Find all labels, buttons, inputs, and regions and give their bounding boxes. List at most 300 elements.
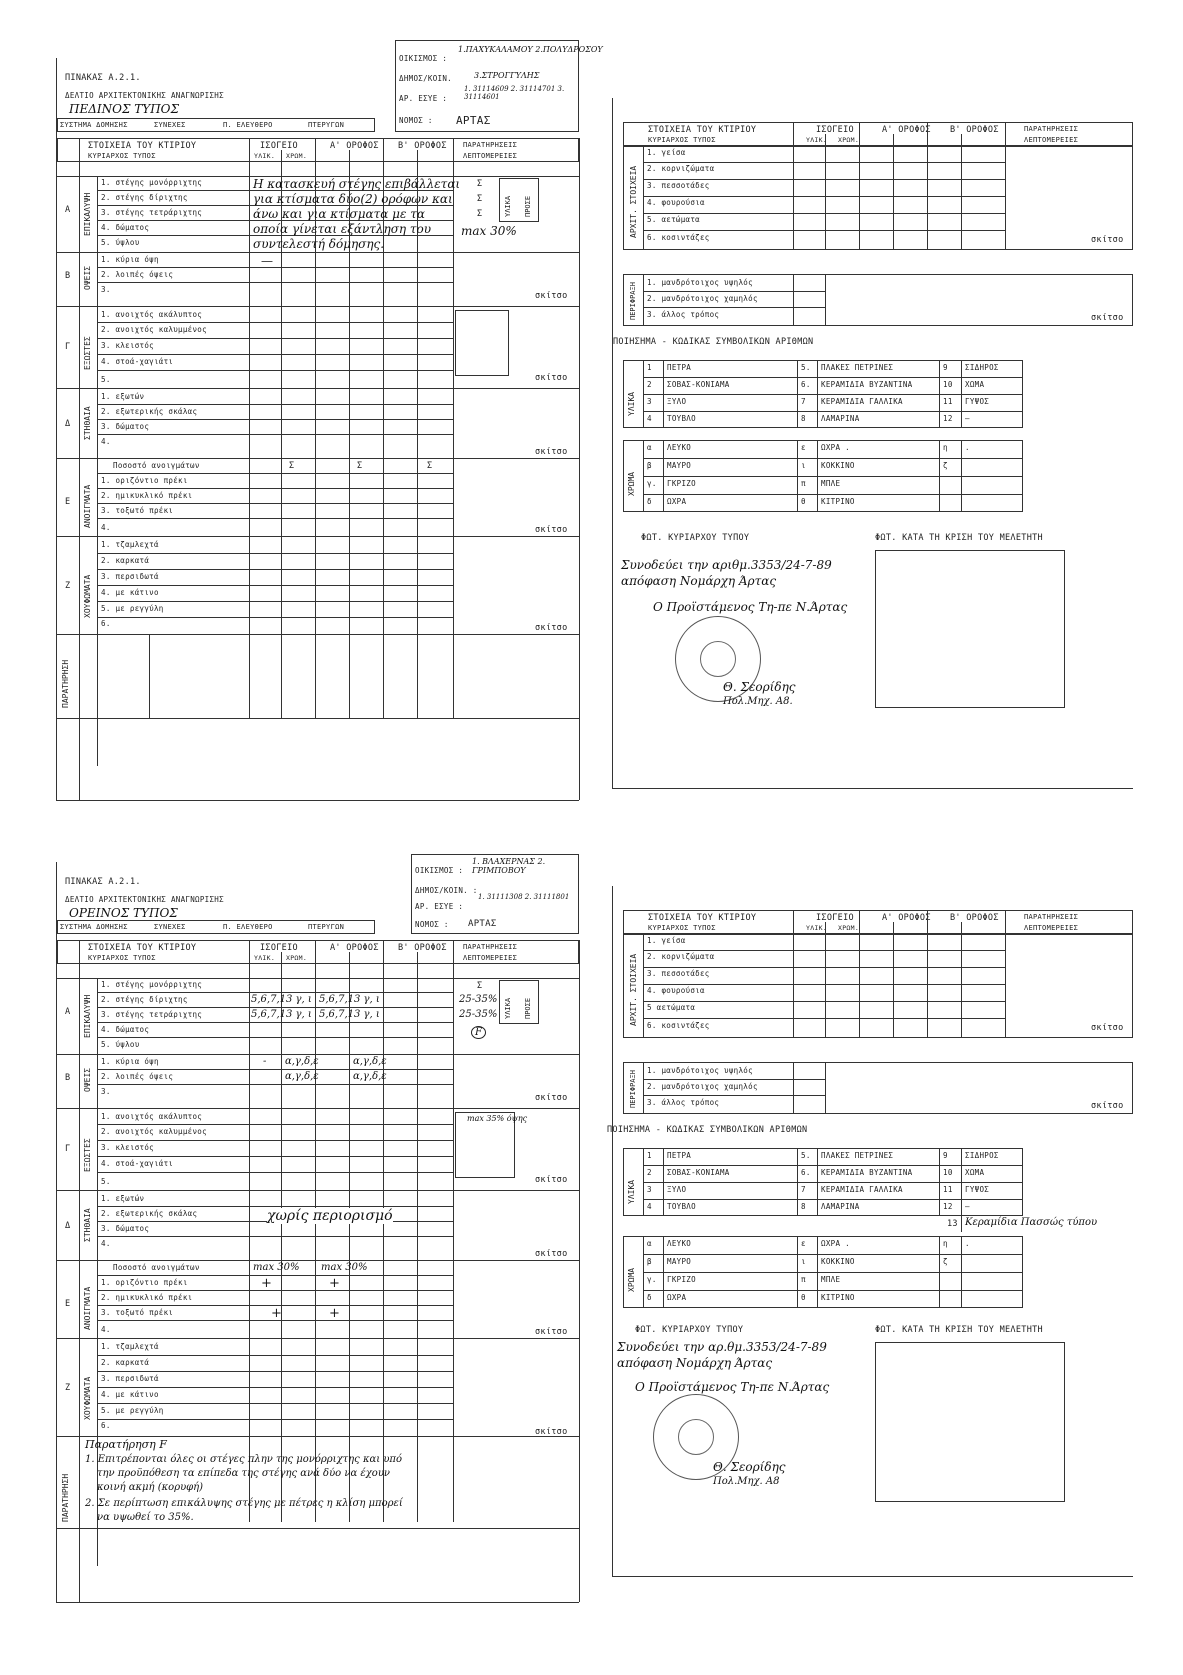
side-label-pros: ΠΡΟΣΕ <box>524 997 532 1019</box>
system-tabs <box>57 920 375 934</box>
fence-item-3: 3. άλλος τρόπος <box>647 310 720 319</box>
colors-cell: δ <box>647 1293 652 1302</box>
esye-value: 1. 31111308 2. 31111801 <box>478 893 570 901</box>
section-c-letter: Γ <box>65 342 71 352</box>
esye-label: ΑΡ. ΕΣΥΕ : <box>399 94 448 103</box>
col-color: ΧΡΩΜ. <box>838 924 860 932</box>
sketch-e: σκίτσο <box>535 1327 568 1337</box>
colors-cell: β <box>647 461 652 470</box>
fence-item-2: 2. μανδρότοιχος χαμηλός <box>647 294 758 303</box>
roof-note-1: Η κατασκευή στέγης επιβάλλεται <box>253 177 461 191</box>
hw-line-1: Συνοδεύει την αρ.θμ.3353/24-7-89 <box>617 1340 827 1354</box>
colors-cell: ΚΙΤΡΙΝΟ <box>821 497 855 506</box>
materials-cell: 9 <box>943 1151 948 1160</box>
e-item-3: 3. τοξωτό πρέκι <box>101 1308 174 1317</box>
col-remarks: ΠΑΡΑΤΗΡΗΣΕΙΣ <box>1024 913 1079 921</box>
signature-2: Πολ.Μηχ. Α8 <box>713 1476 780 1487</box>
col-color: ΧΡΩΜ. <box>838 136 860 144</box>
roof-percent: max 30% <box>461 224 517 238</box>
arch-item-2: 2. κορνιζώματα <box>647 952 715 961</box>
grid-header <box>623 122 1133 146</box>
col-details: ΛΕΠΤΟΜΕΡΕΙΕΣ <box>463 152 518 160</box>
win-mark-2: Σ <box>357 461 363 471</box>
code-13: 13 <box>947 1219 958 1229</box>
remark-1b: την προϋπόθεση τα επίπεδα της στέγης ανά δύο να έχουν <box>97 1468 390 1479</box>
arch-item-4: 4. φουρούσια <box>647 986 705 995</box>
col-ground: ΙΣΟΓΕΙΟ <box>260 943 298 953</box>
parapet-note: χωρίς περιορισμό <box>267 1208 393 1224</box>
c-item-2: 2. ανοιχτός καλυμμένος <box>101 1127 207 1136</box>
materials-cell: — <box>965 1202 970 1211</box>
building-type: ΟΡΕΙΝΟΣ ΤΥΠΟΣ <box>69 906 178 920</box>
signature-2: Πολ.Μηχ. Α8. <box>723 696 793 707</box>
arch-item-6: 6. κοσιντάζες <box>647 1021 710 1030</box>
settlement-value: 1.ΠΑΧΥΚΑΛΑΜΟΥ 2.ΠΟΛΥΔΡΟΣΟΥ <box>458 45 603 54</box>
materials-cell: ΠΛΑΚΕΣ ΠΕΤΡΙΝΕΣ <box>821 1151 894 1160</box>
materials-cell: ΠΛΑΚΕΣ ΠΕΤΡΙΝΕΣ <box>821 363 894 372</box>
colors-cell: ε <box>801 443 806 452</box>
e-item-1: 1. οριζόντιο πρέκι <box>101 476 188 485</box>
colors-cell: ι <box>801 461 806 470</box>
roof-note-4: οποία γίνεται εξάντληση του <box>253 222 432 236</box>
roof-note-2: για κτίσματα δύο(2) ορόφων και <box>253 192 453 206</box>
col-details: ΛΕΠΤΟΜΕΡΕΙΕΣ <box>463 954 518 962</box>
materials-cell: 11 <box>943 397 953 406</box>
col-ground: ΙΣΟΓΕΙΟ <box>260 141 298 151</box>
settlement-label: ΟΙΚΙΣΜΟΣ : <box>415 866 464 875</box>
col-second: Β' ΟΡΟΦΟΣ <box>398 141 447 151</box>
e-item-0: Ποσοστό ανοιγμάτων <box>113 1263 200 1272</box>
arch-item-1: 1. γείσα <box>647 148 686 157</box>
d-item-1: 1. εξωτών <box>101 392 145 401</box>
colors-cell: π <box>801 479 806 488</box>
photo-right-box <box>875 550 1065 708</box>
z-item-2: 2. καρκατά <box>101 556 150 565</box>
form-title: ΔΕΛΤΙΟ ΑΡΧΙΤΕΚΤΟΝΙΚΗΣ ΑΝΑΓΝΩΡΙΣΗΣ <box>65 895 224 904</box>
materials-cell: ΚΕΡΑΜΙΔΙΑ ΓΑΛΛΙΚΑ <box>821 1185 903 1194</box>
z-item-2: 2. καρκατά <box>101 1358 150 1367</box>
materials-label: ΥΛΙΚΑ <box>627 391 636 416</box>
z-item-5: 5. με ρεγγύλη <box>101 604 164 613</box>
sketch-d: σκίτσο <box>535 447 568 457</box>
c-item-4: 4. στοά-χαγιάτι <box>101 1159 174 1168</box>
tab-continuous: ΣΥΝΕΧΕΣ <box>154 121 186 129</box>
materials-cell: ΓΥΨΟΣ <box>965 397 990 406</box>
col-details: ΛΕΠΤΟΜΕΡΕΙΕΣ <box>1024 924 1079 932</box>
e-item-3: 3. τοξωτό πρέκι <box>101 506 174 515</box>
z-item-6: 6. <box>101 619 111 628</box>
c-item-3: 3. κλειστός <box>101 341 154 350</box>
photo-left-label: ΦΩΤ. ΚΥΡΙΑΡΧΟΥ ΤΥΠΟΥ <box>641 533 750 543</box>
sketch-b: σκίτσο <box>535 291 568 301</box>
col-dominant-type: ΚΥΡΙΑΡΧΟΣ ΤΥΠΟΣ <box>88 152 156 160</box>
table-number: ΠΙΝΑΚΑΣ Α.2.1. <box>65 73 141 83</box>
colors-cell: . <box>965 443 970 452</box>
colors-cell: γ. <box>647 1275 657 1284</box>
photo-right-label: ΦΩΤ. ΚΑΤΑ ΤΗ ΚΡΙΣΗ ΤΟΥ ΜΕΛΕΤΗΤΗ <box>875 533 1043 543</box>
colors-cell: ΛΕΥΚΟ <box>667 1239 692 1248</box>
roof-note-3: άνω και για κτίσματα με τα <box>253 207 425 221</box>
a-item-2: 2. στέγης δίριχτης <box>101 995 188 1004</box>
col-remarks: ΠΑΡΑΤΗΡΗΣΕΙΣ <box>463 141 518 149</box>
z-item-6: 6. <box>101 1421 111 1430</box>
hw-line-2: απόφαση Νομάρχη Άρτας <box>617 1356 773 1370</box>
colors-cell: η <box>943 1239 948 1248</box>
section-e-name: ΑΝΟΙΓΜΑΤΑ <box>83 484 92 528</box>
esye-label: ΑΡ. ΕΣΥΕ : <box>415 902 464 911</box>
colors-cell: ΩΧΡΑ . <box>821 1239 850 1248</box>
sketch-c: σκίτσο <box>535 373 568 383</box>
materials-cell: ΤΟΥΒΛΟ <box>667 414 696 423</box>
col-second: Β' ΟΡΟΦΟΣ <box>950 125 999 135</box>
section-b-name: ΟΨΕΙΣ <box>83 1067 92 1092</box>
col-remarks: ΠΑΡΑΤΗΡΗΣΕΙΣ <box>463 943 518 951</box>
remark-1a: 1. Επιτρέπονται όλες οι στέγες πλην της μονόρριχτης και υπό <box>85 1454 403 1465</box>
prefecture-label: ΝΟΜΟΣ : <box>399 116 433 125</box>
side-label-materials: ΥΛΙΚΑ <box>504 997 512 1019</box>
tab-free: Π. ΕΛΕΥΘΕΡΟ <box>223 121 273 129</box>
form-title: ΔΕΛΤΙΟ ΑΡΧΙΤΕΚΤΟΝΙΚΗΣ ΑΝΑΓΝΩΡΙΣΗΣ <box>65 91 224 100</box>
materials-cell: 8 <box>801 414 806 423</box>
b-item-1: 1. κύρια όψη <box>101 1057 159 1066</box>
arch-section-name: ΑΡΧΙΤ. ΣΤΟΙΧΕΙΑ <box>629 953 638 1026</box>
win-mark-1: Σ <box>289 461 295 471</box>
d-item-4: 4. <box>101 437 111 446</box>
a-item-5: 5. ύψλου <box>101 238 140 247</box>
colors-cell: ΩΧΡΑ <box>667 1293 687 1302</box>
materials-cell: 3 <box>647 1185 652 1194</box>
b-item-2: 2. λοιπές όψεις <box>101 1072 174 1081</box>
section-a-letter: Α <box>65 1007 71 1017</box>
settlement-value: 1. ΒΛΑΧΕΡΝΑΣ 2. ΓΡΙΜΠΟΒΟΥ <box>472 857 546 875</box>
e-item-2: 2. ημικυκλικό πρέκι <box>101 491 193 500</box>
sketch-fence: σκίτσο <box>1091 1101 1124 1111</box>
sheet-mountain-type-back <box>607 886 1133 1577</box>
balcony-note: max 35% όψης <box>467 1114 528 1123</box>
side-label-materials: ΥΛΙΚΑ <box>504 195 512 217</box>
colors-cell: ΩΧΡΑ <box>667 497 687 506</box>
col-second: Β' ΟΡΟΦΟΣ <box>950 913 999 923</box>
fence-section-name: ΠΕΡΙΦΡΑΞΗ <box>629 282 637 320</box>
b-item-1: 1. κύρια όψη <box>101 255 159 264</box>
colors-cell: ΚΟΚΚΙΝΟ <box>821 461 855 470</box>
tab-wings: ΠΤΕΡΥΓΩΝ <box>308 121 345 129</box>
col-material: ΥΛΙΚ. <box>254 954 276 962</box>
section-d-letter: Δ <box>65 419 71 429</box>
sketch-z: σκίτσο <box>535 1427 568 1437</box>
colors-cell: ι <box>801 1257 806 1266</box>
building-type: ΠΕΔΙΝΟΣ ΤΥΠΟΣ <box>69 102 179 116</box>
codes-title: ΠΟΙΗΣΗΜΑ - ΚΩΔΙΚΑΣ ΣΥΜΒΟΛΙΚΩΝ ΑΡΙΘΜΩΝ <box>607 1125 808 1135</box>
remark-2a: 2. Σε περίπτωση επικάλυψης στέγης με πέτρες η κλίση μπορεί <box>85 1498 403 1509</box>
section-a-name: ΕΠΙΚΑΛΥΨΗ <box>83 994 92 1038</box>
facade-dash: — <box>261 254 273 268</box>
roof2-first: 5,6,7,13 γ, ι <box>319 994 380 1005</box>
prefecture-label: ΝΟΜΟΣ : <box>415 920 449 929</box>
col-material: ΥΛΙΚ. <box>806 136 828 144</box>
d-item-1: 1. εξωτών <box>101 1194 145 1203</box>
materials-cell: ΚΕΡΑΜΙΔΙΑ ΓΑΛΛΙΚΑ <box>821 397 903 406</box>
z-item-4: 4. με κάτινο <box>101 1390 159 1399</box>
materials-cell: 12 <box>943 414 953 423</box>
materials-cell: ΣΙΔΗΡΟΣ <box>965 363 999 372</box>
c-item-4: 4. στοά-χαγιάτι <box>101 357 174 366</box>
roof-note-5: συντελεστή δόμησης. <box>253 237 385 251</box>
e-item-4: 4. <box>101 523 111 532</box>
prefecture-value: ΑΡΤΑΣ <box>468 919 497 929</box>
col-remarks: ΠΑΡΑΤΗΡΗΣΕΙΣ <box>1024 125 1079 133</box>
remarks-title: Παρατήρηση F <box>85 1438 167 1451</box>
sketch-arch: σκίτσο <box>1091 235 1124 245</box>
col-dominant-type: ΚΥΡΙΑΡΧΟΣ ΤΥΠΟΣ <box>88 954 156 962</box>
facade1-first-color: α,γ,δ,ε <box>353 1056 387 1067</box>
arch-section-name: ΑΡΧΙΤ. ΣΤΟΙΧΕΙΑ <box>629 165 638 238</box>
grid-header <box>57 138 579 162</box>
materials-cell: 1 <box>647 1151 652 1160</box>
colors-label: ΧΡΩΜΑ <box>627 471 636 496</box>
horizontal-lintel-first: + <box>329 1276 340 1291</box>
side-box <box>499 178 539 222</box>
materials-cell: 2 <box>647 1168 652 1177</box>
section-b-letter: Β <box>65 1073 71 1083</box>
signature-1: Θ. Σεορίδης <box>713 1460 786 1474</box>
arched-lintel-ground: + <box>271 1306 282 1321</box>
materials-cell: 7 <box>801 1185 806 1194</box>
sketch-z: σκίτσο <box>535 623 568 633</box>
colors-cell: ζ <box>943 461 948 470</box>
arch-item-5: 5. αετώματα <box>647 215 700 224</box>
c-item-3: 3. κλειστός <box>101 1143 154 1152</box>
materials-cell: 10 <box>943 380 953 389</box>
c-item-1: 1. ανοιχτός ακάλυπτος <box>101 310 203 319</box>
z-item-1: 1. τζαμλεχτά <box>101 1342 159 1351</box>
section-e-name: ΑΝΟΙΓΜΑΤΑ <box>83 1286 92 1330</box>
footer-remarks-label: ΠΑΡΑΤΗΡΗΣΗ <box>61 1473 70 1522</box>
sheet-plain-type-front <box>56 45 603 801</box>
e-item-1: 1. οριζόντιο πρέκι <box>101 1278 188 1287</box>
colors-cell: ΜΑΥΡΟ <box>667 1257 692 1266</box>
f-mark: F <box>471 1026 486 1039</box>
arch-item-2: 2. κορνιζώματα <box>647 164 715 173</box>
section-z-letter: Ζ <box>65 1383 71 1393</box>
fence-section-name: ΠΕΡΙΦΡΑΞΗ <box>629 1070 637 1108</box>
window-pct-first: max 30% <box>321 1262 368 1273</box>
materials-cell: ΧΩΜΑ <box>965 1168 985 1177</box>
materials-cell: 10 <box>943 1168 953 1177</box>
section-c-name: ΕΞΩΣΤΕΣ <box>83 1138 92 1172</box>
d-item-3: 3. δώματος <box>101 422 150 431</box>
col-building-data: ΣΤΟΙΧΕΙΑ ΤΟΥ ΚΤΙΡΙΟΥ <box>648 913 757 923</box>
colors-cell: ΚΙΤΡΙΝΟ <box>821 1293 855 1302</box>
sketch-c: σκίτσο <box>535 1175 568 1185</box>
roof2-pct: 25-35% <box>459 994 498 1005</box>
colors-cell: ΚΟΚΚΙΝΟ <box>821 1257 855 1266</box>
tab-free: Π. ΕΛΕΥΘΕΡΟ <box>223 923 273 931</box>
col-first: Α' ΟΡΟΦΟΣ <box>330 141 379 151</box>
section-d-letter: Δ <box>65 1221 71 1231</box>
materials-cell: ΞΥΛΟ <box>667 397 687 406</box>
section-a-letter: Α <box>65 205 71 215</box>
hw-line-3: Ο Προϊστάμενος Τη-πε Ν.Άρτας <box>653 600 848 614</box>
section-c-name: ΕΞΩΣΤΕΣ <box>83 336 92 370</box>
colors-cell: η <box>943 443 948 452</box>
a-item-5: 5. ύψλου <box>101 1040 140 1049</box>
a-item-1: 1. στέγης μονόρριχτης <box>101 178 203 187</box>
sketch-fence: σκίτσο <box>1091 313 1124 323</box>
materials-cell: 6. <box>801 380 811 389</box>
col-color: ΧΡΩΜ. <box>286 954 308 962</box>
arch-item-3: 3. πεσσοτάδες <box>647 181 710 190</box>
materials-cell: 12 <box>943 1202 953 1211</box>
colors-cell: ΜΠΛΕ <box>821 1275 841 1284</box>
location-box <box>395 40 603 132</box>
municipality-label: ΔΗΜΟΣ/ΚΟΙΝ. <box>399 74 452 83</box>
a-item-2: 2. στέγης δίριχτης <box>101 193 188 202</box>
fence-item-1: 1. μανδρότοιχος υψηλός <box>647 1066 753 1075</box>
materials-cell: 11 <box>943 1185 953 1194</box>
col-dominant-type: ΚΥΡΙΑΡΧΟΣ ΤΥΠΟΣ <box>648 136 716 144</box>
section-c-letter: Γ <box>65 1144 71 1154</box>
materials-cell: ΓΥΨΟΣ <box>965 1185 990 1194</box>
section-z-name: ΧΟΥΦΩΜΑΤΑ <box>83 574 92 618</box>
window-pct-ground: max 30% <box>253 1262 300 1273</box>
col-ground: ΙΣΟΓΕΙΟ <box>816 913 854 923</box>
fence-item-3: 3. άλλος τρόπος <box>647 1098 720 1107</box>
c-item-5: 5. <box>101 375 111 384</box>
colors-cell: ζ <box>943 1257 948 1266</box>
materials-cell: 8 <box>801 1202 806 1211</box>
a-item-3: 3. στέγης τετράριχτης <box>101 1010 203 1019</box>
e-item-2: 2. ημικυκλικό πρέκι <box>101 1293 193 1302</box>
colors-cell: α <box>647 443 652 452</box>
colors-cell: . <box>965 1239 970 1248</box>
section-z-name: ΧΟΥΦΩΜΑΤΑ <box>83 1376 92 1420</box>
mark-1: Σ <box>477 179 483 189</box>
d-item-2: 2. εξωτερικής σκάλας <box>101 1209 198 1218</box>
prefecture-value: ΑΡΤΑΣ <box>456 114 491 127</box>
colors-cell: ΜΑΥΡΟ <box>667 461 692 470</box>
remark-2b: να υψωθεί το 35%. <box>97 1512 194 1523</box>
codes-title: ΠΟΙΗΣΗΜΑ - ΚΩΔΙΚΑΣ ΣΥΜΒΟΛΙΚΩΝ ΑΡΙΘΜΩΝ <box>613 337 814 347</box>
materials-cell: 1 <box>647 363 652 372</box>
col-first: Α' ΟΡΟΦΟΣ <box>882 125 931 135</box>
z-item-5: 5. με ρεγγύλη <box>101 1406 164 1415</box>
side-label-pros: ΠΡΟΣΕ <box>524 195 532 217</box>
table-number: ΠΙΝΑΚΑΣ Α.2.1. <box>65 877 141 887</box>
a-item-3: 3. στέγης τετράριχτης <box>101 208 203 217</box>
materials-cell: — <box>965 414 970 423</box>
hw-line-3: Ο Προϊστάμενος Τη-πε Ν.Άρτας <box>635 1380 830 1394</box>
section-z-letter: Ζ <box>65 581 71 591</box>
colors-cell: ΩΧΡΑ . <box>821 443 850 452</box>
tab-continuous: ΣΥΝΕΧΕΣ <box>154 923 186 931</box>
sheet-mountain-type-front <box>56 857 579 1603</box>
arch-item-6: 6. κοσιντάζες <box>647 233 710 242</box>
fence-item-2: 2. μανδρότοιχος χαμηλός <box>647 1082 758 1091</box>
side-box <box>499 980 539 1024</box>
win-mark-3: Σ <box>427 461 433 471</box>
b-item-2: 2. λοιπές όψεις <box>101 270 174 279</box>
code-13-desc: Κεραμίδια Πασσώς τύπου <box>965 1217 1098 1228</box>
colors-label: ΧΡΩΜΑ <box>627 1267 636 1292</box>
section-b-letter: Β <box>65 271 71 281</box>
materials-cell: ΚΕΡΑΜΙΔΙΑ ΒΥΖΑΝΤΙΝΑ <box>821 380 913 389</box>
col-dominant-type: ΚΥΡΙΑΡΧΟΣ ΤΥΠΟΣ <box>648 924 716 932</box>
roof3-pct: 25-35% <box>459 1009 498 1020</box>
arched-lintel-first: + <box>329 1306 340 1321</box>
colors-cell: θ <box>801 497 806 506</box>
a-item-1: 1. στέγης μονόρριχτης <box>101 980 203 989</box>
materials-cell: 3 <box>647 397 652 406</box>
colors-cell: ΛΕΥΚΟ <box>667 443 692 452</box>
materials-cell: 6. <box>801 1168 811 1177</box>
materials-cell: 5. <box>801 1151 811 1160</box>
materials-cell: ΠΕΤΡΑ <box>667 363 692 372</box>
materials-cell: ΞΥΛΟ <box>667 1185 687 1194</box>
c-item-2: 2. ανοιχτός καλυμμένος <box>101 325 207 334</box>
d-item-3: 3. δώματος <box>101 1224 150 1233</box>
d-item-4: 4. <box>101 1239 111 1248</box>
colors-cell: α <box>647 1239 652 1248</box>
b-item-3: 3. <box>101 1087 111 1096</box>
grid-header <box>57 940 579 964</box>
sketch-e: σκίτσο <box>535 525 568 535</box>
colors-cell: δ <box>647 497 652 506</box>
col-first: Α' ΟΡΟΦΟΣ <box>330 943 379 953</box>
col-material: ΥΛΙΚ. <box>254 152 276 160</box>
d-item-2: 2. εξωτερικής σκάλας <box>101 407 198 416</box>
col-building-data: ΣΤΟΙΧΕΙΑ ΤΟΥ ΚΤΙΡΙΟΥ <box>88 141 197 151</box>
a-item-4: 4. δώματος <box>101 223 150 232</box>
tab-wings: ΠΤΕΡΥΓΩΝ <box>308 923 345 931</box>
colors-cell: ΓΚΡΙΖΟ <box>667 1275 696 1284</box>
c-item-1: 1. ανοιχτός ακάλυπτος <box>101 1112 203 1121</box>
materials-cell: 2 <box>647 380 652 389</box>
e-item-0: Ποσοστό ανοιγμάτων <box>113 461 200 470</box>
col-building-data: ΣΤΟΙΧΕΙΑ ΤΟΥ ΚΤΙΡΙΟΥ <box>88 943 197 953</box>
municipality-label: ΔΗΜΟΣ/ΚΟΙΝ. : <box>415 886 478 895</box>
esye-value: 1. 31114609 2. 31114701 3. 31114601 <box>464 85 565 101</box>
col-ground: ΙΣΟΓΕΙΟ <box>816 125 854 135</box>
arch-item-1: 1. γείσα <box>647 936 686 945</box>
col-second: Β' ΟΡΟΦΟΣ <box>398 943 447 953</box>
materials-label: ΥΛΙΚΑ <box>627 1179 636 1204</box>
grid-header <box>623 910 1133 934</box>
col-building-data: ΣΤΟΙΧΕΙΑ ΤΟΥ ΚΤΙΡΙΟΥ <box>648 125 757 135</box>
system-tabs <box>57 118 375 132</box>
tab-system: ΣΥΣΤΗΜΑ ΔΟΜΗΣΗΣ <box>60 923 128 931</box>
materials-cell: ΣΙΔΗΡΟΣ <box>965 1151 999 1160</box>
sketch-b: σκίτσο <box>535 1093 568 1103</box>
horizontal-lintel-ground: + <box>261 1276 272 1291</box>
section-d-name: ΣΤΗΘΑΙΑ <box>83 1208 92 1242</box>
hw-line-2: απόφαση Νομάρχη Άρτας <box>621 574 777 588</box>
a-item-4: 4. δώματος <box>101 1025 150 1034</box>
mark-2: Σ <box>477 194 483 204</box>
materials-cell: ΣΟΒΑΣ-ΚΟΝΙΑΜΑ <box>667 380 730 389</box>
arch-item-5: 5 αετώματα <box>647 1003 696 1012</box>
materials-cell: ΛΑΜΑΡΙΝΑ <box>821 414 860 423</box>
z-item-3: 3. περσιδωτά <box>101 572 159 581</box>
mark-3: Σ <box>477 209 483 219</box>
photo-left-label: ΦΩΤ. ΚΥΡΙΑΡΧΟΥ ΤΥΠΟΥ <box>635 1325 744 1335</box>
hw-line-1: Συνοδεύει την αριθμ.3353/24-7-89 <box>621 558 832 572</box>
fence-item-1: 1. μανδρότοιχος υψηλός <box>647 278 753 287</box>
materials-cell: ΛΑΜΑΡΙΝΑ <box>821 1202 860 1211</box>
c-item-5: 5. <box>101 1177 111 1186</box>
z-item-4: 4. με κάτινο <box>101 588 159 597</box>
section-e-letter: Ε <box>65 497 71 507</box>
